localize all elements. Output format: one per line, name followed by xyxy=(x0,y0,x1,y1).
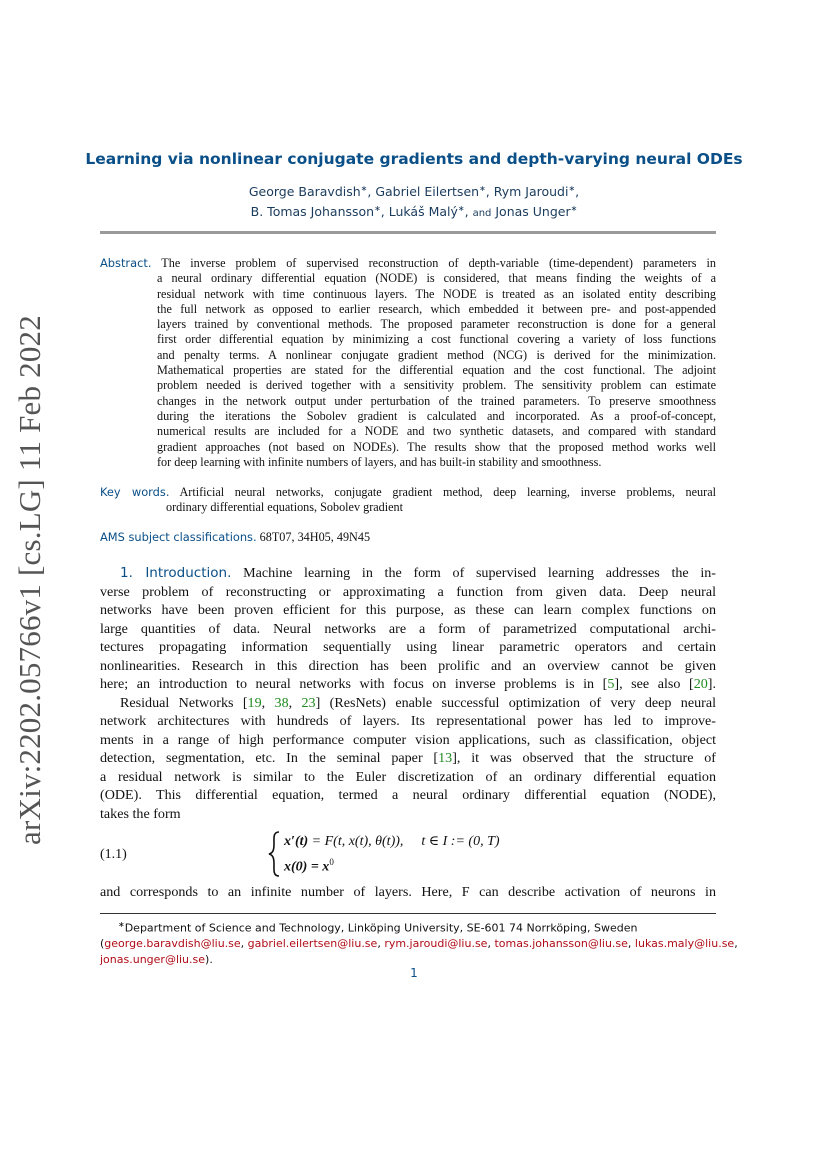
body-text: ], it was observed that the structure of xyxy=(452,750,716,766)
footnote xyxy=(100,917,738,967)
citation-link[interactable]: 23 xyxy=(301,694,316,711)
affiliation-mark: ∗ xyxy=(374,204,381,213)
equation-rhs: = x xyxy=(307,859,330,875)
introduction-continued xyxy=(100,883,716,902)
ams-label: AMS subject classifications. xyxy=(100,530,257,544)
arxiv-stamp: arXiv:2202.05766v1 [cs.LG] 11 Feb 2022 xyxy=(12,315,47,845)
author-name: B. Tomas Johansson xyxy=(250,204,375,220)
keywords-label: Key words. xyxy=(100,485,170,499)
author-name: Rym Jaroudi xyxy=(493,184,569,200)
affiliation-mark: ∗ xyxy=(568,184,576,193)
citation-link[interactable]: 13 xyxy=(438,750,453,766)
body-line: a residual network is similar to the Euler discretization of an ordinary differential equation xyxy=(100,768,716,785)
section-heading: 1. Introduction. xyxy=(120,565,232,581)
body-line: (ODE). This differential equation, termed a neural ordinary differential equation (NODE), xyxy=(100,787,716,803)
abstract-line: a neural ordinary differential equation (NODE) is considered, that means finding the weights of a xyxy=(157,271,716,286)
and-word: and xyxy=(472,208,492,220)
keywords-line: Artificial neural networks, conjugate gradient method, deep learning, inverse problems, neural xyxy=(179,485,717,499)
equation-lhs: x′(t) xyxy=(284,834,309,849)
body-line: nonlinearities. Research in this direction has been prolific and an overview cannot be given xyxy=(100,657,716,674)
abstract-label: Abstract. xyxy=(100,256,152,270)
body-text: ]. xyxy=(707,676,716,692)
equation-condition: t ∈ I := (0, T) xyxy=(421,834,500,849)
abstract-line: The inverse problem of supervised reconstruction of depth-variable (time-dependent) parameters in xyxy=(161,256,717,270)
body-line: large quantities of data. Neural networks are a form of parametrized computational archi- xyxy=(100,620,716,637)
body-text: here; an introduction to neural networks with focus on inverse problems is in [ xyxy=(100,676,608,692)
author-separator: , xyxy=(464,204,473,220)
affiliation-mark: ∗ xyxy=(457,204,465,213)
email-link[interactable]: rym.jaroudi@liu.se xyxy=(384,937,488,951)
abstract-line: the full network as opposed to earlier research, which embedded it between pre- and post-appended xyxy=(157,301,716,316)
abstract-line: changes in the network output under perturbation of the trained parameters. To preserve smoothness xyxy=(157,393,716,408)
body-line: Machine learning in the form of supervised learning addresses the in- xyxy=(243,565,716,581)
author-separator: , xyxy=(380,204,389,220)
abstract-line: problem needed is derived together with a sensitivity problem. The sensitivity problem can estimate xyxy=(157,378,716,393)
author-name: Jonas Unger xyxy=(495,204,571,220)
email-link[interactable]: gabriel.eilertsen@liu.se xyxy=(247,937,378,951)
abstract-line: numerical results are included for a NODE and two synthetic datasets, and compared with standard xyxy=(157,424,716,439)
paper-title: Learning via nonlinear conjugate gradients and depth-varying neural ODEs xyxy=(85,150,743,168)
body-line: networks have been proven efficient for this purpose, as these can learn complex functions on xyxy=(100,602,716,618)
body-text: ] (ResNets) enable successful optimization of very deep neural xyxy=(315,694,717,711)
body-line xyxy=(100,675,716,694)
body-line: verse problem of reconstructing or approximating a function from given data. Deep neural xyxy=(100,583,716,600)
author-line-2 xyxy=(0,204,828,219)
abstract-line: layers trained by conventional methods. The proposed parameter reconstruction is done for a general xyxy=(157,317,716,332)
equation-lhs: x(0) xyxy=(284,859,308,875)
equation-number: (1.1) xyxy=(100,847,127,862)
author-separator: , xyxy=(367,184,376,200)
email-link[interactable]: george.baravdish@liu.se xyxy=(104,937,241,951)
affiliation-mark: ∗ xyxy=(479,184,486,193)
equation-line xyxy=(284,857,334,876)
email-link[interactable]: lukas.maly@liu.se xyxy=(634,937,735,951)
author-name: George Baravdish xyxy=(248,184,361,200)
affiliation-mark: ∗ xyxy=(570,204,578,213)
page-number: 1 xyxy=(410,966,418,980)
keywords xyxy=(100,485,716,516)
citation-link[interactable]: 38 xyxy=(274,694,289,711)
affiliation-mark: ∗ xyxy=(360,184,368,193)
body-line: takes the form xyxy=(100,805,181,822)
body-text: detection, segmentation, etc. In the seminal paper [ xyxy=(100,750,439,766)
equation-rhs: = F(t, x(t), θ(t)), xyxy=(308,834,404,849)
email-link[interactable]: jonas.unger@liu.se xyxy=(100,952,206,966)
equation-superscript: 0 xyxy=(329,857,334,867)
ams-classifications xyxy=(100,530,716,545)
abstract-line: residual network with time continuous layers. The NODE is treated as an isolated entity describing xyxy=(157,286,716,301)
body-line: network architectures with hundreds of layers. Its representational power has led to improve- xyxy=(100,713,716,729)
body-text: ], see also [ xyxy=(614,676,694,692)
abstract-line: for deep learning with infinite numbers of layers, and has built-in stability and smoothness. xyxy=(157,454,602,469)
footnote-emails: jonas.unger@liu.se). xyxy=(100,952,213,966)
author-separator: , xyxy=(485,184,494,200)
author-name: Lukáš Malý xyxy=(388,204,458,220)
introduction xyxy=(100,564,716,823)
equation-line xyxy=(284,833,500,850)
title-rule xyxy=(100,231,716,234)
footnote-mark: ∗ xyxy=(118,920,125,929)
keywords-line: ordinary differential equations, Sobolev gradient xyxy=(166,500,404,515)
citation-link[interactable]: 5 xyxy=(607,676,615,692)
curly-brace-icon xyxy=(266,830,282,878)
abstract-line: Mathematical properties are stated for the differential equation and the cost functional. The adjoint xyxy=(157,363,716,378)
abstract-line: during the iterations the Sobolev gradient is calculated and incorporated. As a proof-of-concept, xyxy=(157,408,716,423)
body-line: ments in a range of high performance computer vision applications, such as classification, object xyxy=(100,731,716,748)
author-name: Gabriel Eilertsen xyxy=(375,184,480,200)
email-link[interactable]: tomas.johansson@liu.se xyxy=(494,937,628,951)
footnote-rule xyxy=(100,913,716,914)
citation-link[interactable]: 20 xyxy=(693,676,708,692)
body-line: Residual Networks [19, 38, 23] (ResNets) enable successful optimization of very deep neural xyxy=(120,694,717,711)
body-line: and corresponds to an infinite number of layers. Here, F can describe activation of neurons in xyxy=(100,884,716,900)
abstract xyxy=(100,256,716,470)
citation-link[interactable]: 19 xyxy=(247,694,262,711)
abstract-line: gradient approaches (not based on NODEs). The results show that the proposed method works well xyxy=(157,439,716,454)
footnote-affiliation: Department of Science and Technology, Linköping University, SE-601 74 Norrköping, Sweden xyxy=(124,921,638,935)
footnote-emails: (george.baravdish@liu.se, gabriel.eilertsen@liu.se, rym.jaroudi@liu.se, tomas.johansson@liu.se, lukas.maly@liu.se, xyxy=(100,937,738,951)
abstract-line: first order differential equation by minimizing a cost functional covering a variety of loss functions xyxy=(157,332,716,347)
body-text: Residual Networks [ xyxy=(120,694,248,711)
body-line xyxy=(100,749,716,768)
ams-codes: 68T07, 34H05, 49N45 xyxy=(259,530,371,544)
author-line-1 xyxy=(0,184,828,199)
body-line: tectures propagating information sequentially using linear parametric operators and certain xyxy=(100,639,716,655)
author-separator: , xyxy=(575,184,580,200)
abstract-line: and penalty terms. A nonlinear conjugate gradient method (NCG) is derived for the minimization. xyxy=(157,347,716,362)
